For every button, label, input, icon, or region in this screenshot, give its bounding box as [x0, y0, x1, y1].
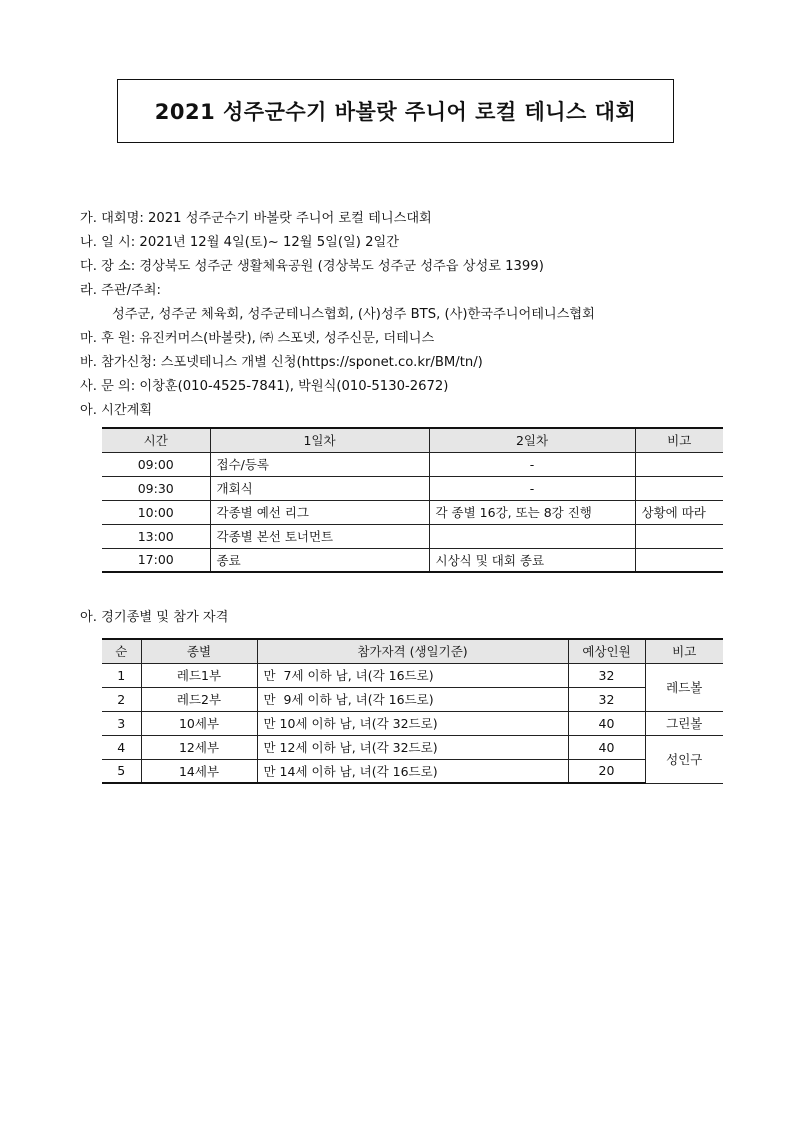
page-title: 2021 성주군수기 바볼랏 주니어 로컬 테니스 대회 [154, 100, 637, 124]
table-row [102, 476, 723, 500]
title-box [117, 79, 674, 143]
events-division: 14세부 [141, 759, 257, 783]
events-expected: 40 [568, 711, 645, 735]
schedule-header-day1: 1일차 [210, 428, 429, 452]
events-note: 레드볼 [645, 663, 723, 711]
schedule-day2: - [429, 476, 635, 500]
events-eligibility: 만 7세 이하 남, 녀(각 16드로) [257, 663, 568, 687]
schedule-table [102, 427, 723, 573]
table-row [102, 711, 723, 735]
table-row [102, 759, 723, 783]
events-expected: 40 [568, 735, 645, 759]
info-host-label: 라. 주관/주최: [80, 283, 161, 298]
schedule-day1: 각종별 본선 토너먼트 [210, 524, 429, 548]
info-date: 나. 일 시: 2021년 12월 4일(토)~ 12월 5일(일) 2일간 [80, 235, 399, 250]
events-header-division: 종별 [141, 639, 257, 663]
events-division: 레드1부 [141, 663, 257, 687]
schedule-note [635, 548, 723, 572]
events-no: 1 [102, 663, 141, 687]
events-no: 4 [102, 735, 141, 759]
table-row [102, 500, 723, 524]
schedule-day2: - [429, 452, 635, 476]
events-eligibility: 만 10세 이하 남, 녀(각 32드로) [257, 711, 568, 735]
info-schedule-label: 아. 시간계획 [80, 403, 153, 418]
schedule-header-note: 비고 [635, 428, 723, 452]
events-note: 그린볼 [645, 711, 723, 735]
events-no: 2 [102, 687, 141, 711]
schedule-day1: 접수/등록 [210, 452, 429, 476]
schedule-time: 09:00 [102, 452, 210, 476]
schedule-day1: 개회식 [210, 476, 429, 500]
schedule-header-day2: 2일차 [429, 428, 635, 452]
info-event-name: 가. 대회명: 2021 성주군수기 바볼랏 주니어 로컬 테니스대회 [80, 211, 432, 226]
events-header-note: 비고 [645, 639, 723, 663]
table-row [102, 524, 723, 548]
events-division: 10세부 [141, 711, 257, 735]
info-registration: 바. 참가신청: 스포넷테니스 개별 신청(https://sponet.co.kr/BM/tn/) [80, 355, 483, 370]
events-header-row [102, 639, 723, 663]
info-contact: 사. 문 의: 이창훈(010-4525-7841), 박원식(010-5130-2672) [80, 379, 449, 394]
events-table [102, 638, 723, 784]
schedule-day2: 시상식 및 대회 종료 [429, 548, 635, 572]
schedule-header-row [102, 428, 723, 452]
schedule-day2 [429, 524, 635, 548]
schedule-day1: 각종별 예선 리그 [210, 500, 429, 524]
schedule-day1: 종료 [210, 548, 429, 572]
events-eligibility: 만 12세 이하 남, 녀(각 32드로) [257, 735, 568, 759]
events-header-expected: 예상인원 [568, 639, 645, 663]
events-expected: 32 [568, 687, 645, 711]
events-division: 레드2부 [141, 687, 257, 711]
schedule-note [635, 452, 723, 476]
events-note: 성인구 [645, 735, 723, 783]
table-row [102, 663, 723, 687]
events-expected: 32 [568, 663, 645, 687]
table-row [102, 548, 723, 572]
info-hosts: 성주군, 성주군 체육회, 성주군테니스협회, (사)성주 BTS, (사)한국주니어테니스협회 [112, 307, 595, 322]
schedule-time: 13:00 [102, 524, 210, 548]
events-header-no: 순 [102, 639, 141, 663]
events-no: 3 [102, 711, 141, 735]
schedule-header-time: 시간 [102, 428, 210, 452]
schedule-time: 10:00 [102, 500, 210, 524]
schedule-note [635, 524, 723, 548]
events-section-title: 아. 경기종별 및 참가 자격 [80, 610, 229, 625]
info-venue: 다. 장 소: 경상북도 성주군 생활체육공원 (경상북도 성주군 성주읍 상성로 1399) [80, 259, 544, 274]
events-no: 5 [102, 759, 141, 783]
schedule-note [635, 476, 723, 500]
events-header-eligibility: 참가자격 (생일기준) [257, 639, 568, 663]
table-row [102, 735, 723, 759]
events-division: 12세부 [141, 735, 257, 759]
events-expected: 20 [568, 759, 645, 783]
schedule-time: 09:30 [102, 476, 210, 500]
schedule-day2: 각 종별 16강, 또는 8강 진행 [429, 500, 635, 524]
schedule-note: 상황에 따라 [635, 500, 723, 524]
table-row [102, 452, 723, 476]
table-row [102, 687, 723, 711]
info-list [80, 207, 760, 423]
events-eligibility: 만 9세 이하 남, 녀(각 16드로) [257, 687, 568, 711]
schedule-time: 17:00 [102, 548, 210, 572]
info-sponsors: 마. 후 원: 유진커머스(바볼랏), ㈜ 스포넷, 성주신문, 더테니스 [80, 331, 435, 346]
events-eligibility: 만 14세 이하 남, 녀(각 16드로) [257, 759, 568, 783]
